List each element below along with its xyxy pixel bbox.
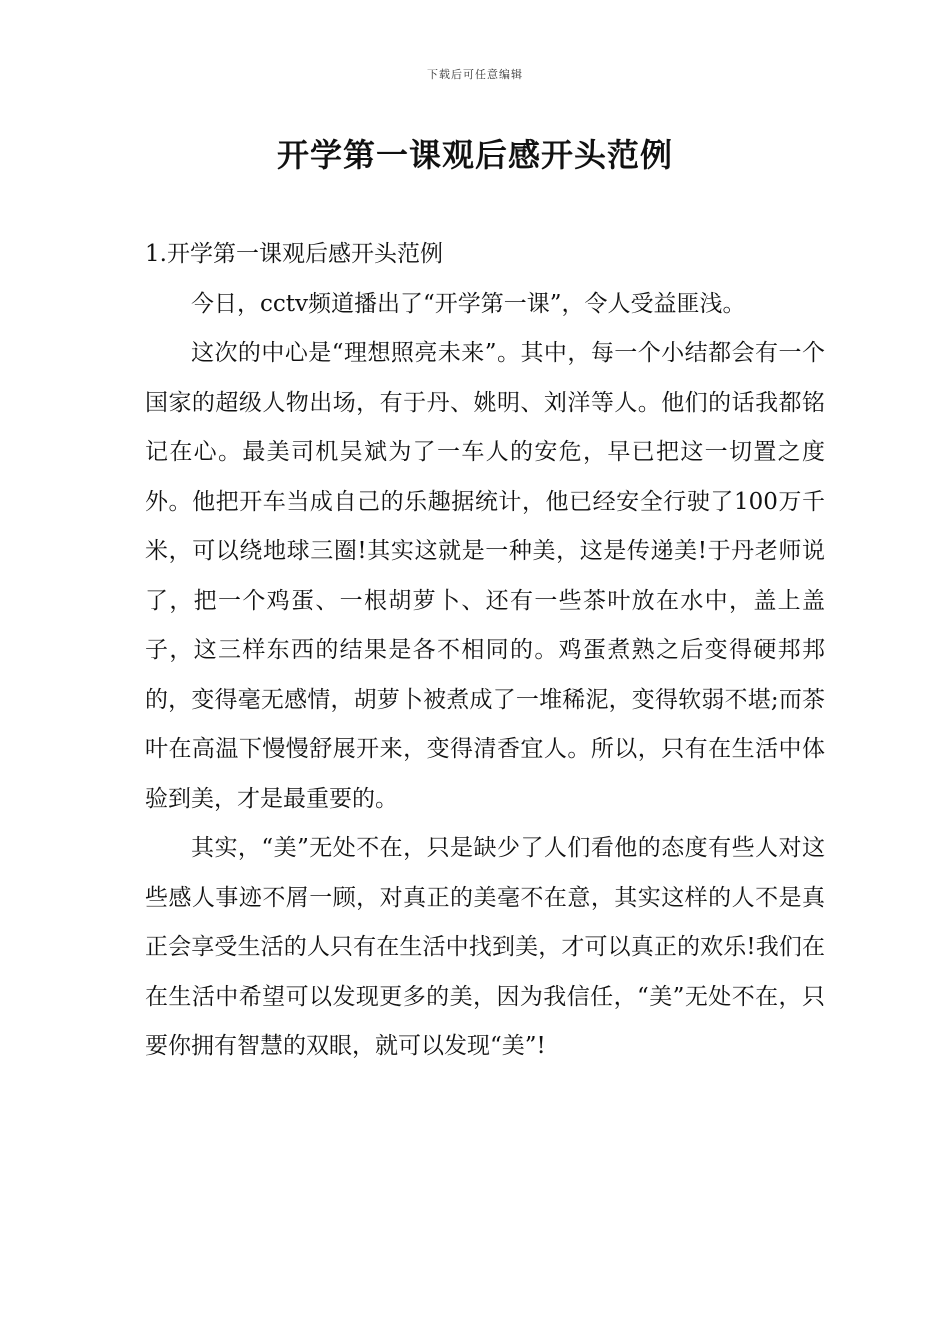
document-body [145,230,825,1072]
section-heading: 1.开学第一课观后感开头范例 [145,241,443,267]
document-title: 开学第一课观后感开头范例 [276,136,673,174]
paragraph-intro: 今日，cctv频道播出了“开学第一课”，令人受益匪浅。 [191,290,746,317]
paragraph-conclusion: 其实，“美”无处不在，只是缺少了人们看他的态度有些人对这些感人事迹不屑一顾，对真正的美毫不在意，其实这样的人不是真正会享受生活的人只有在生活中找到美，才可以真正的欢乐!我们在在生活中希望可以发现更多的美，因为我信任，“美”无处不在，只要你拥有智慧的双眼，就可以发现“美”! [145,835,825,1059]
paragraph-theme: 这次的中心是“理想照亮未来”。其中，每一个小结都会有一个国家的超级人物出场，有于丹、姚明、刘洋等人。他们的话我都铭记在心。最美司机吴斌为了一车人的安危，早已把这一切置之度外。他把开车当成自己的乐趣据统计，他已经安全行驶了100万千米，可以绕地球三圈!其实这就是一种美，这是传递美!于丹老师说了，把一个鸡蛋、一根胡萝卜、还有一些茶叶放在水中，盖上盖子，这三样东西的结果是各不相同的。鸡蛋煮熟之后变得硬邦邦的，变得毫无感情，胡萝卜被煮成了一堆稀泥，变得软弱不堪;而茶叶在高温下慢慢舒展开来，变得清香宜人。所以，只有在生活中体验到美，才是最重要的。 [145,340,825,812]
header-note: 下载后可任意编辑 [427,68,523,81]
